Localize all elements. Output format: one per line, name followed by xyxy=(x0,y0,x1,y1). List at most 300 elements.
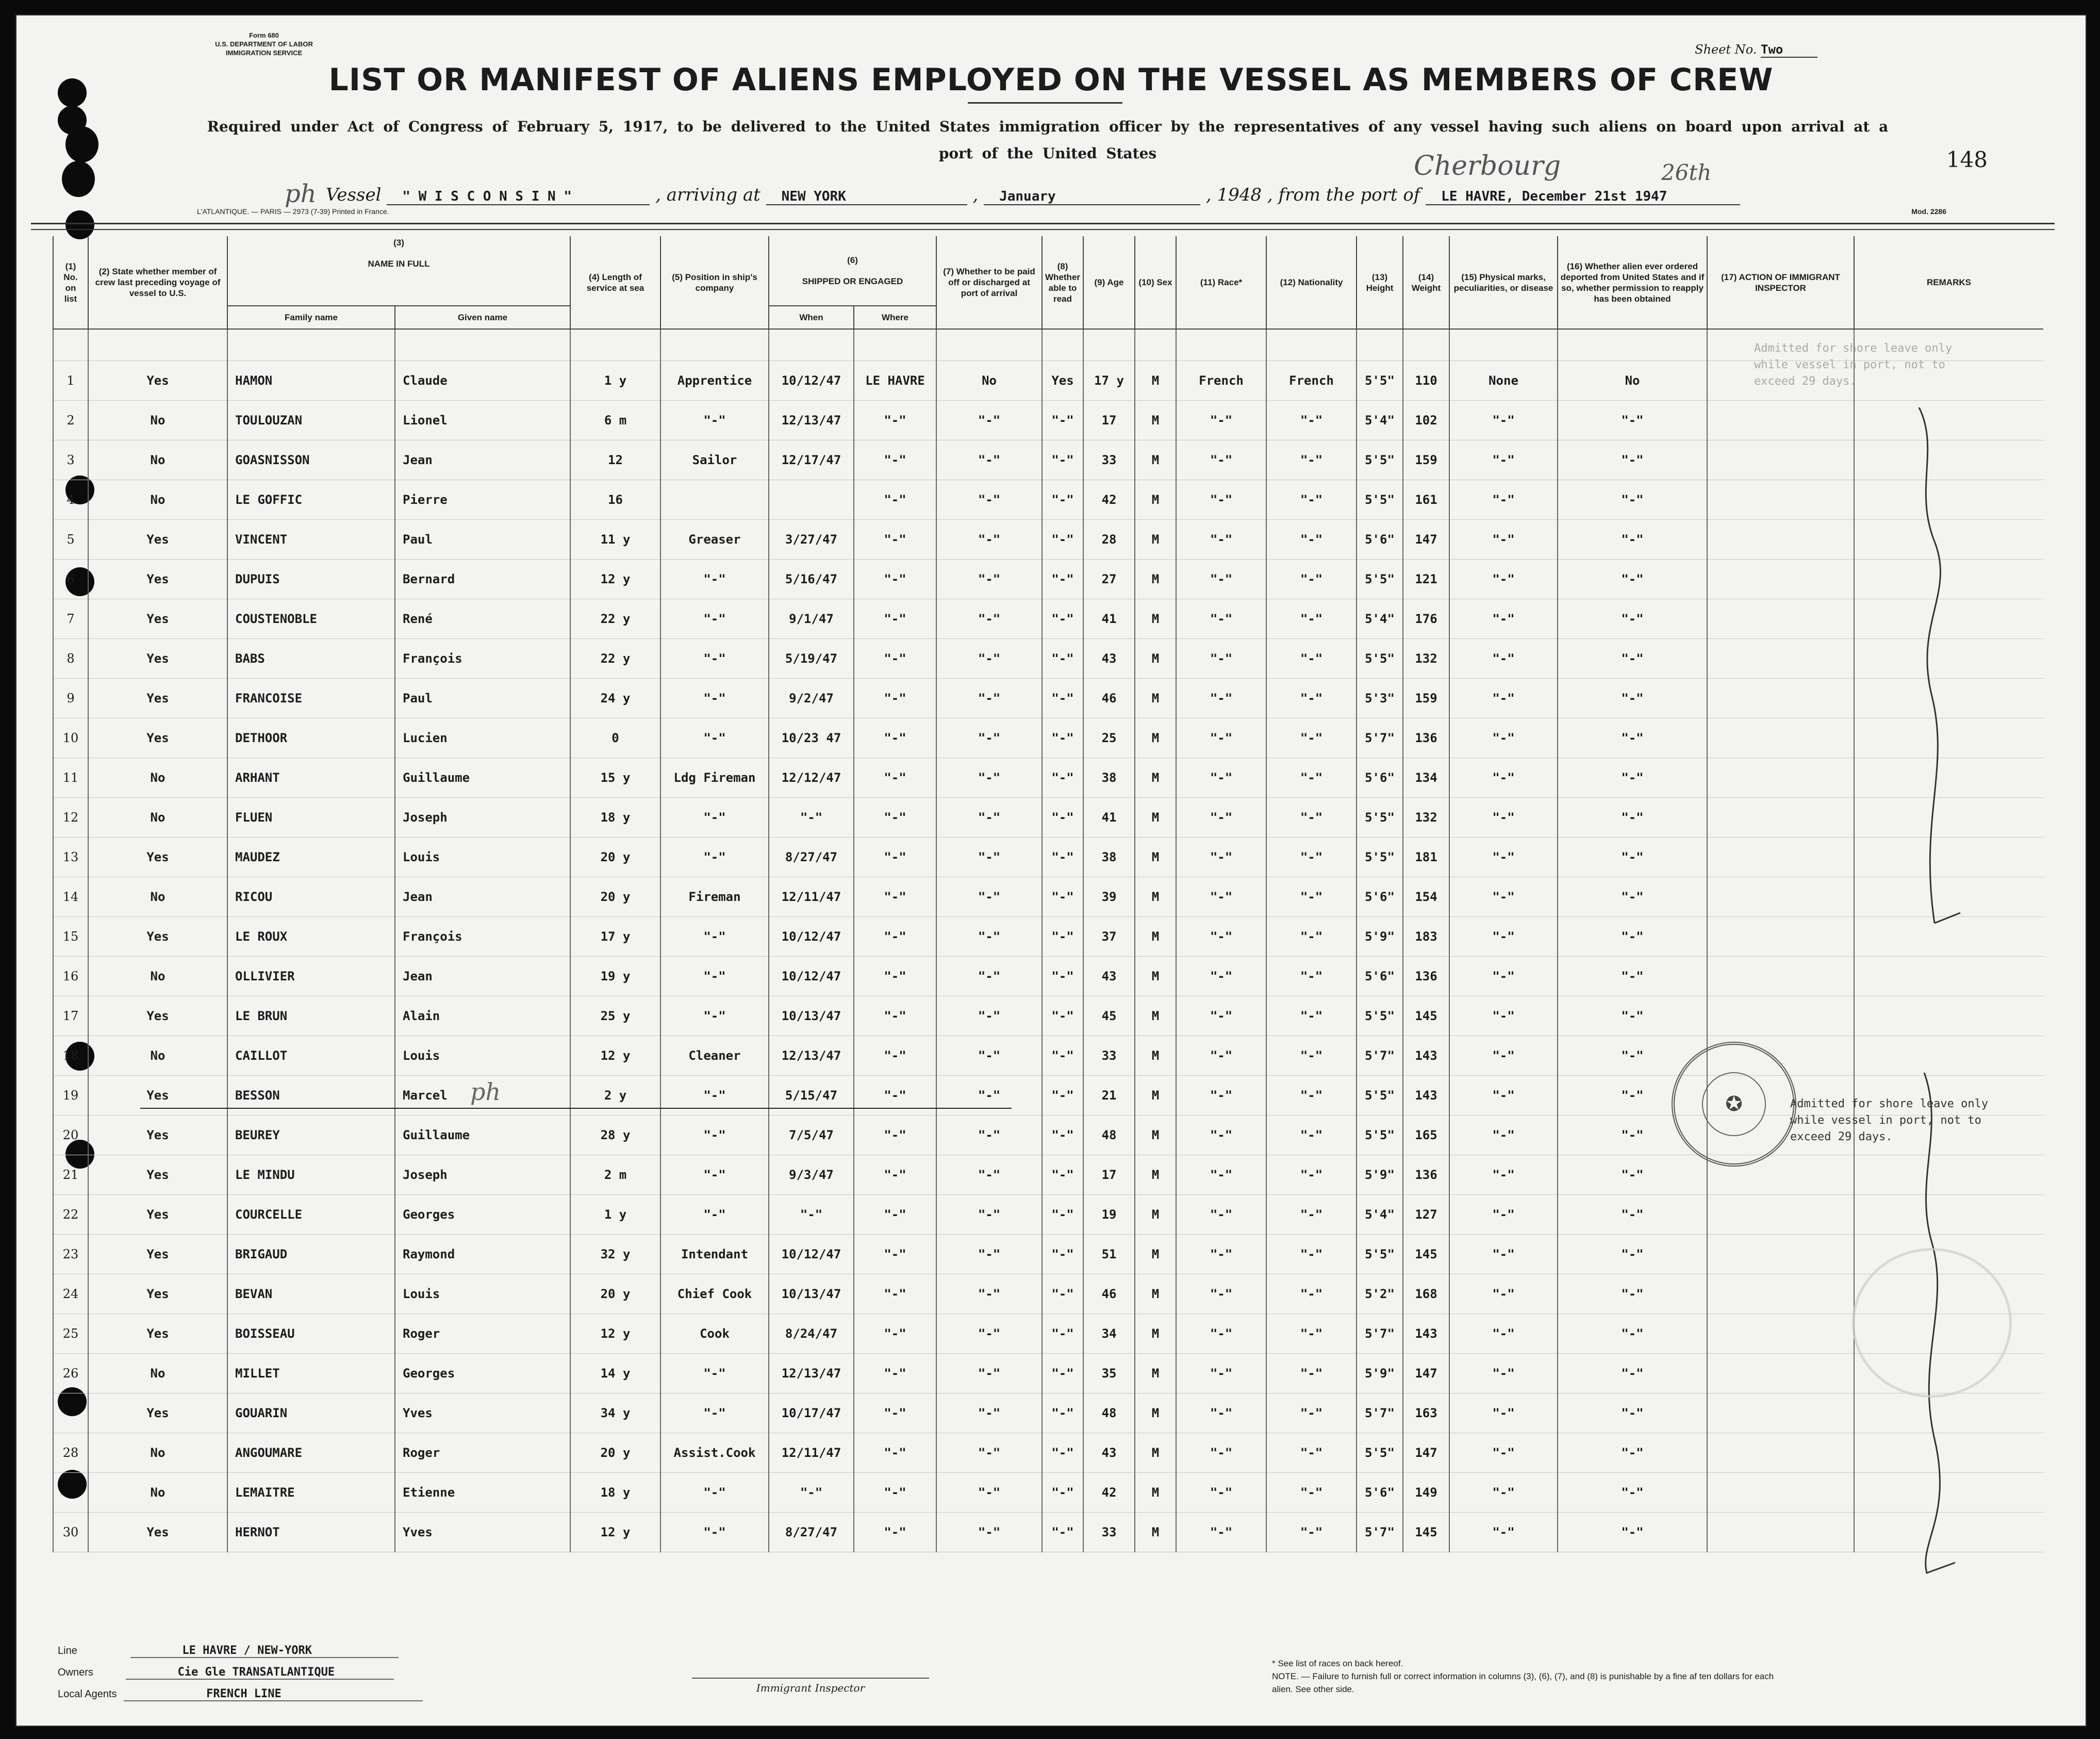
sheet-label: Sheet No. xyxy=(1695,42,1757,57)
cell-race: "-" xyxy=(1176,1155,1266,1195)
cell-inspector-action xyxy=(1707,996,1854,1036)
cell-nat: "-" xyxy=(1266,599,1357,639)
cell-age: 48 xyxy=(1083,1393,1135,1433)
cell-paid: No xyxy=(936,361,1042,401)
cell-inspector-action xyxy=(1707,838,1854,877)
cell-age: 33 xyxy=(1083,1036,1135,1076)
page-number: 148 xyxy=(1946,147,1988,172)
cell-race: "-" xyxy=(1176,440,1266,480)
cell-where: "-" xyxy=(854,1393,936,1433)
cell-where: "-" xyxy=(854,1036,936,1076)
cell-weight: 181 xyxy=(1403,838,1449,877)
cell-when: 3/27/47 xyxy=(769,520,854,560)
cell-sex: M xyxy=(1135,1354,1176,1393)
cell-race: "-" xyxy=(1176,838,1266,877)
cell-read: "-" xyxy=(1042,996,1083,1036)
cell-sex: M xyxy=(1135,1314,1176,1354)
cell-race: "-" xyxy=(1176,1433,1266,1473)
cell-weight: 136 xyxy=(1403,957,1449,996)
cell-sex: M xyxy=(1135,1155,1176,1195)
cell-marks: "-" xyxy=(1449,480,1558,520)
cell-position: Fireman xyxy=(660,877,769,917)
cell-where: "-" xyxy=(854,1155,936,1195)
col-paid-off-label: (7) Whether to be paid off or discharged at port of arrival xyxy=(943,267,1035,298)
cell-deported: "-" xyxy=(1558,1513,1707,1552)
cell-read: "-" xyxy=(1042,1274,1083,1314)
cell-position: Assist.Cook xyxy=(660,1433,769,1473)
cell-family: MAUDEZ xyxy=(227,838,395,877)
cell-weight: 147 xyxy=(1403,1354,1449,1393)
cell-sex: M xyxy=(1135,520,1176,560)
cell-age: 46 xyxy=(1083,1274,1135,1314)
col-given-name: Given name xyxy=(395,306,570,329)
cell-weight: 145 xyxy=(1403,996,1449,1036)
cell-deported: "-" xyxy=(1558,1155,1707,1195)
cell-age: 38 xyxy=(1083,758,1135,798)
cell-sex: M xyxy=(1135,599,1176,639)
cell-service: 18 y xyxy=(570,798,660,838)
cell-n: 18 xyxy=(53,1036,88,1076)
col-family-name: Family name xyxy=(227,306,395,329)
year-prefix: , 19 xyxy=(1205,185,1239,205)
page-subtitle: Required under Act of Congress of February 5, 1917, to be delivered to the United States immigration officer by the representatives of any vessel having such aliens on board upon arrival at a port of the United States xyxy=(207,118,1889,162)
cell-given: Yves xyxy=(395,1393,570,1433)
cell-when: 5/19/47 xyxy=(769,639,854,679)
cell-when: 8/27/47 xyxy=(769,1513,854,1552)
cell-given: René xyxy=(395,599,570,639)
cell-paid: "-" xyxy=(936,1036,1042,1076)
cell-race: French xyxy=(1176,361,1266,401)
cell-sex: M xyxy=(1135,1076,1176,1115)
col-name-title: NAME IN FULL xyxy=(368,259,430,269)
cell-family: COUSTENOBLE xyxy=(227,599,395,639)
col-remarks-label: REMARKS xyxy=(1927,277,1971,287)
cell-age: 42 xyxy=(1083,480,1135,520)
cell-marks: "-" xyxy=(1449,1235,1558,1274)
cell-when: 10/17/47 xyxy=(769,1393,854,1433)
cell-deported: "-" xyxy=(1558,838,1707,877)
cell-weight: 183 xyxy=(1403,917,1449,957)
cell-deported: "-" xyxy=(1558,917,1707,957)
cell-weight: 147 xyxy=(1403,520,1449,560)
cell-inspector-action xyxy=(1707,401,1854,440)
cell-inspector-action xyxy=(1707,917,1854,957)
cell-marks: "-" xyxy=(1449,1473,1558,1513)
cell-n: 16 xyxy=(53,957,88,996)
cell-n: 28 xyxy=(53,1433,88,1473)
cell-height: 5'6" xyxy=(1357,520,1403,560)
cell-service: 14 y xyxy=(570,1354,660,1393)
cell-weight: 176 xyxy=(1403,599,1449,639)
cell-weight: 149 xyxy=(1403,1473,1449,1513)
cell-position: "-" xyxy=(660,1393,769,1433)
cell-nat: "-" xyxy=(1266,1314,1357,1354)
cell-service: 20 y xyxy=(570,877,660,917)
cell-when: 10/13/47 xyxy=(769,1274,854,1314)
cell-service: 1 y xyxy=(570,1195,660,1235)
cell-race: "-" xyxy=(1176,917,1266,957)
departure-date: , December 21st 1947 xyxy=(1506,189,1667,204)
cell-prev: Yes xyxy=(88,996,227,1036)
cell-marks: "-" xyxy=(1449,996,1558,1036)
cell-prev: Yes xyxy=(88,1195,227,1235)
cell-sex: M xyxy=(1135,877,1176,917)
cell-position: Cook xyxy=(660,1314,769,1354)
cell-marks: "-" xyxy=(1449,1274,1558,1314)
cell-deported: "-" xyxy=(1558,520,1707,560)
cell-family: BEVAN xyxy=(227,1274,395,1314)
handwritten-date: 26th xyxy=(1661,160,1712,185)
cell-prev: Yes xyxy=(88,1513,227,1552)
cell-nat: "-" xyxy=(1266,1155,1357,1195)
cell-nat: "-" xyxy=(1266,798,1357,838)
cell-service: 6 m xyxy=(570,401,660,440)
cell-sex: M xyxy=(1135,917,1176,957)
cell-weight: 121 xyxy=(1403,560,1449,599)
cell-nat: "-" xyxy=(1266,718,1357,758)
cell-age: 43 xyxy=(1083,1433,1135,1473)
cell-age: 51 xyxy=(1083,1235,1135,1274)
eagle-seal-icon: ✪ xyxy=(1702,1072,1766,1136)
col-shipped-title: SHIPPED OR ENGAGED xyxy=(802,276,903,286)
table-row xyxy=(53,1473,2043,1513)
col-nationality xyxy=(1266,236,1357,329)
cell-n: 25 xyxy=(53,1314,88,1354)
cell-deported: "-" xyxy=(1558,1076,1707,1115)
cell-service: 22 y xyxy=(570,599,660,639)
cell-weight: 159 xyxy=(1403,679,1449,718)
cell-family: DETHOOR xyxy=(227,718,395,758)
cell-age: 25 xyxy=(1083,718,1135,758)
cell-race: "-" xyxy=(1176,718,1266,758)
table-row xyxy=(53,838,2043,877)
cell-prev: Yes xyxy=(88,718,227,758)
cell-when: 8/27/47 xyxy=(769,838,854,877)
cell-prev: Yes xyxy=(88,520,227,560)
table-row xyxy=(53,758,2043,798)
cell-family: LEMAITRE xyxy=(227,1473,395,1513)
cell-marks: "-" xyxy=(1449,1115,1558,1155)
cell-when: "-" xyxy=(769,798,854,838)
cell-service: 12 y xyxy=(570,1513,660,1552)
arrival-year: 48 xyxy=(1239,185,1262,205)
cell-weight: 136 xyxy=(1403,1155,1449,1195)
cell-when: "-" xyxy=(769,1473,854,1513)
cell-given: Louis xyxy=(395,1274,570,1314)
table-row xyxy=(53,1235,2043,1274)
cell-position: "-" xyxy=(660,838,769,877)
cell-when: 9/3/47 xyxy=(769,1155,854,1195)
cell-race: "-" xyxy=(1176,480,1266,520)
cell-race: "-" xyxy=(1176,798,1266,838)
cell-sex: M xyxy=(1135,1274,1176,1314)
divider xyxy=(31,229,2055,230)
arriving-port: NEW YORK xyxy=(766,189,967,205)
table-row xyxy=(53,1433,2043,1473)
cell-weight: 136 xyxy=(1403,718,1449,758)
cell-prev: Yes xyxy=(88,1155,227,1195)
cell-race: "-" xyxy=(1176,1314,1266,1354)
cell-where: "-" xyxy=(854,679,936,718)
table-row xyxy=(53,877,2043,917)
cell-when: 8/24/47 xyxy=(769,1314,854,1354)
cell-sex: M xyxy=(1135,1473,1176,1513)
cell-n: 3 xyxy=(53,440,88,480)
cell-nat: "-" xyxy=(1266,1473,1357,1513)
cell-inspector-action xyxy=(1707,877,1854,917)
cell-family: HAMON xyxy=(227,361,395,401)
cell-deported: "-" xyxy=(1558,758,1707,798)
col-physical-marks-label: (15) Physical marks, peculiarities, or disease xyxy=(1453,272,1553,293)
cell-given: Joseph xyxy=(395,798,570,838)
cell-age: 33 xyxy=(1083,1513,1135,1552)
cell-deported: "-" xyxy=(1558,1354,1707,1393)
cell-sex: M xyxy=(1135,957,1176,996)
table-row xyxy=(53,480,2043,520)
cell-n: 10 xyxy=(53,718,88,758)
cell-when: 9/1/47 xyxy=(769,599,854,639)
cell-weight: 143 xyxy=(1403,1036,1449,1076)
cell-where: "-" xyxy=(854,1195,936,1235)
cell-age: 48 xyxy=(1083,1115,1135,1155)
cell-race: "-" xyxy=(1176,1274,1266,1314)
vessel-label: Vessel xyxy=(326,185,382,205)
cell-sex: M xyxy=(1135,1235,1176,1274)
cell-when: 12/13/47 xyxy=(769,401,854,440)
cell-weight: 127 xyxy=(1403,1195,1449,1235)
punch-hole xyxy=(62,161,95,197)
cell-nat: "-" xyxy=(1266,838,1357,877)
cell-race: "-" xyxy=(1176,1513,1266,1552)
cell-position: Greaser xyxy=(660,520,769,560)
cell-weight: 147 xyxy=(1403,1433,1449,1473)
cell-height: 5'9" xyxy=(1357,1155,1403,1195)
cell-when: 12/11/47 xyxy=(769,877,854,917)
col-shipped xyxy=(769,236,936,306)
cell-paid: "-" xyxy=(936,679,1042,718)
cell-race: "-" xyxy=(1176,599,1266,639)
cell-race: "-" xyxy=(1176,679,1266,718)
cell-inspector-action xyxy=(1707,520,1854,560)
cell-age: 39 xyxy=(1083,877,1135,917)
cell-position: "-" xyxy=(660,639,769,679)
punch-hole xyxy=(65,210,94,239)
cell-paid: "-" xyxy=(936,480,1042,520)
cell-deported: "-" xyxy=(1558,1473,1707,1513)
cell-deported: "-" xyxy=(1558,1274,1707,1314)
departure-port-field xyxy=(1426,189,1740,205)
cell-deported: "-" xyxy=(1558,798,1707,838)
cell-marks: "-" xyxy=(1449,758,1558,798)
cell-age: 21 xyxy=(1083,1076,1135,1115)
cell-inspector-action xyxy=(1707,679,1854,718)
cell-age: 42 xyxy=(1083,1473,1135,1513)
cell-position: "-" xyxy=(660,1076,769,1115)
cell-nat: "-" xyxy=(1266,1235,1357,1274)
cell-where: "-" xyxy=(854,1235,936,1274)
cell-marks: "-" xyxy=(1449,1155,1558,1195)
cell-given: Pierre xyxy=(395,480,570,520)
col-position-label: (5) Position in ship's company xyxy=(672,272,757,293)
cell-position: "-" xyxy=(660,599,769,639)
cell-marks: "-" xyxy=(1449,1076,1558,1115)
table-row xyxy=(53,679,2043,718)
cell-family: CAILLOT xyxy=(227,1036,395,1076)
cell-paid: "-" xyxy=(936,1195,1042,1235)
cell-family: OLLIVIER xyxy=(227,957,395,996)
cell-prev: No xyxy=(88,440,227,480)
cell-when: 7/5/47 xyxy=(769,1115,854,1155)
cell-given: François xyxy=(395,639,570,679)
cell-position: "-" xyxy=(660,679,769,718)
agents-label: Local Agents xyxy=(58,1688,117,1700)
table-row xyxy=(53,361,2043,401)
col-race xyxy=(1176,236,1266,329)
table-row xyxy=(53,401,2043,440)
owners-value: Cie Gle TRANSATLANTIQUE xyxy=(126,1666,394,1680)
cell-height: 5'7" xyxy=(1357,1314,1403,1354)
cell-nat: "-" xyxy=(1266,639,1357,679)
cell-given: Marcel xyxy=(395,1076,570,1115)
col-when: When xyxy=(769,306,854,329)
cell-height: 5'3" xyxy=(1357,679,1403,718)
cell-service: 12 y xyxy=(570,1036,660,1076)
vessel-line: Vessel " W I S C O N S I N " , arriving at NEW YORK , January , 1948 , from the port of LE HAVRE, December 21st 1947 xyxy=(285,185,1740,205)
col-paid-off xyxy=(936,236,1042,329)
cell-n xyxy=(53,1393,88,1433)
cell-sex: M xyxy=(1135,1036,1176,1076)
cell-when: 12/11/47 xyxy=(769,1433,854,1473)
cell-paid: "-" xyxy=(936,917,1042,957)
cell-paid: "-" xyxy=(936,1314,1042,1354)
cell-family: FLUEN xyxy=(227,798,395,838)
cell-read: "-" xyxy=(1042,1235,1083,1274)
cell-given: Yves xyxy=(395,1513,570,1552)
cell-n: 4 xyxy=(53,480,88,520)
cell-read: "-" xyxy=(1042,401,1083,440)
cell-sex: M xyxy=(1135,480,1176,520)
cell-read: "-" xyxy=(1042,1115,1083,1155)
cell-sex: M xyxy=(1135,440,1176,480)
cell-height: 5'5" xyxy=(1357,996,1403,1036)
cell-given: Lionel xyxy=(395,401,570,440)
cell-deported: "-" xyxy=(1558,401,1707,440)
cell-race: "-" xyxy=(1176,1473,1266,1513)
table-row xyxy=(53,440,2043,480)
table-row xyxy=(53,1195,2043,1235)
cell-height: 5'5" xyxy=(1357,1115,1403,1155)
cell-position: Chief Cook xyxy=(660,1274,769,1314)
cell-marks: "-" xyxy=(1449,838,1558,877)
cell-given: Jean xyxy=(395,957,570,996)
cell-paid: "-" xyxy=(936,1235,1042,1274)
cell-nat: "-" xyxy=(1266,1393,1357,1433)
cell-family: BOISSEAU xyxy=(227,1314,395,1354)
cell-read: "-" xyxy=(1042,877,1083,917)
cell-when: 5/16/47 xyxy=(769,560,854,599)
cell-service: 25 y xyxy=(570,996,660,1036)
cell-family: GOASNISSON xyxy=(227,440,395,480)
cell-age: 38 xyxy=(1083,838,1135,877)
cell-nat: "-" xyxy=(1266,1354,1357,1393)
cell-deported: No xyxy=(1558,361,1707,401)
col-deported xyxy=(1558,236,1707,329)
col-inspector-action-label: (17) ACTION OF IMMIGRANT INSPECTOR xyxy=(1721,272,1840,293)
cell-age: 46 xyxy=(1083,679,1135,718)
footer-owners xyxy=(58,1666,394,1680)
col-previous-voyage-label: (2) State whether member of crew last preceding voyage of vessel to U.S. xyxy=(95,267,221,298)
cell-nat: "-" xyxy=(1266,1433,1357,1473)
cell-paid: "-" xyxy=(936,1076,1042,1115)
cell-nat: "-" xyxy=(1266,440,1357,480)
races-note: * See list of races on back hereof. xyxy=(1272,1659,1403,1668)
cell-n: 6 xyxy=(53,560,88,599)
cell-where: "-" xyxy=(854,1513,936,1552)
cell-age: 41 xyxy=(1083,599,1135,639)
cell-marks: "-" xyxy=(1449,440,1558,480)
cell-sex: M xyxy=(1135,996,1176,1036)
cell-race: "-" xyxy=(1176,957,1266,996)
bracket-line xyxy=(1904,407,1965,1583)
cell-position: "-" xyxy=(660,560,769,599)
cell-paid: "-" xyxy=(936,1513,1042,1552)
cell-service: 34 y xyxy=(570,1393,660,1433)
cell-sex: M xyxy=(1135,560,1176,599)
cell-age: 43 xyxy=(1083,639,1135,679)
cell-height: 5'7" xyxy=(1357,1393,1403,1433)
cell-deported: "-" xyxy=(1558,639,1707,679)
sheet-number xyxy=(1695,42,1817,58)
cell-paid: "-" xyxy=(936,1393,1042,1433)
cell-when: 12/13/47 xyxy=(769,1036,854,1076)
cell-deported: "-" xyxy=(1558,679,1707,718)
col-remarks xyxy=(1854,236,2043,329)
cell-given: Paul xyxy=(395,679,570,718)
cell-family: BEUREY xyxy=(227,1115,395,1155)
cell-prev: Yes xyxy=(88,361,227,401)
cell-deported: "-" xyxy=(1558,560,1707,599)
cell-weight: 163 xyxy=(1403,1393,1449,1433)
cell-marks: "-" xyxy=(1449,917,1558,957)
cell-position: Apprentice xyxy=(660,361,769,401)
cell-given: Jean xyxy=(395,440,570,480)
cell-nat: "-" xyxy=(1266,917,1357,957)
cell-family: TOULOUZAN xyxy=(227,401,395,440)
footer-notes xyxy=(1272,1657,1788,1696)
cell-deported: "-" xyxy=(1558,1115,1707,1155)
cell-when: "-" xyxy=(769,1195,854,1235)
cell-nat: "-" xyxy=(1266,996,1357,1036)
cell-height: 5'6" xyxy=(1357,957,1403,996)
cell-service: 20 y xyxy=(570,838,660,877)
cell-age: 41 xyxy=(1083,798,1135,838)
cell-read: "-" xyxy=(1042,1036,1083,1076)
cell-service: 20 y xyxy=(570,1433,660,1473)
cell-given: Bernard xyxy=(395,560,570,599)
cell-marks: "-" xyxy=(1449,1513,1558,1552)
strike-through-line xyxy=(140,1108,1012,1109)
table-row xyxy=(53,718,2043,758)
cell-weight: 165 xyxy=(1403,1115,1449,1155)
cell-height: 5'5" xyxy=(1357,480,1403,520)
cell-read: "-" xyxy=(1042,440,1083,480)
cell-deported: "-" xyxy=(1558,1314,1707,1354)
cell-when: 10/12/47 xyxy=(769,917,854,957)
cell-inspector-action xyxy=(1707,718,1854,758)
cell-when: 10/12/47 xyxy=(769,1235,854,1274)
faded-stamp xyxy=(1852,1248,2012,1398)
cell-family: LE BRUN xyxy=(227,996,395,1036)
